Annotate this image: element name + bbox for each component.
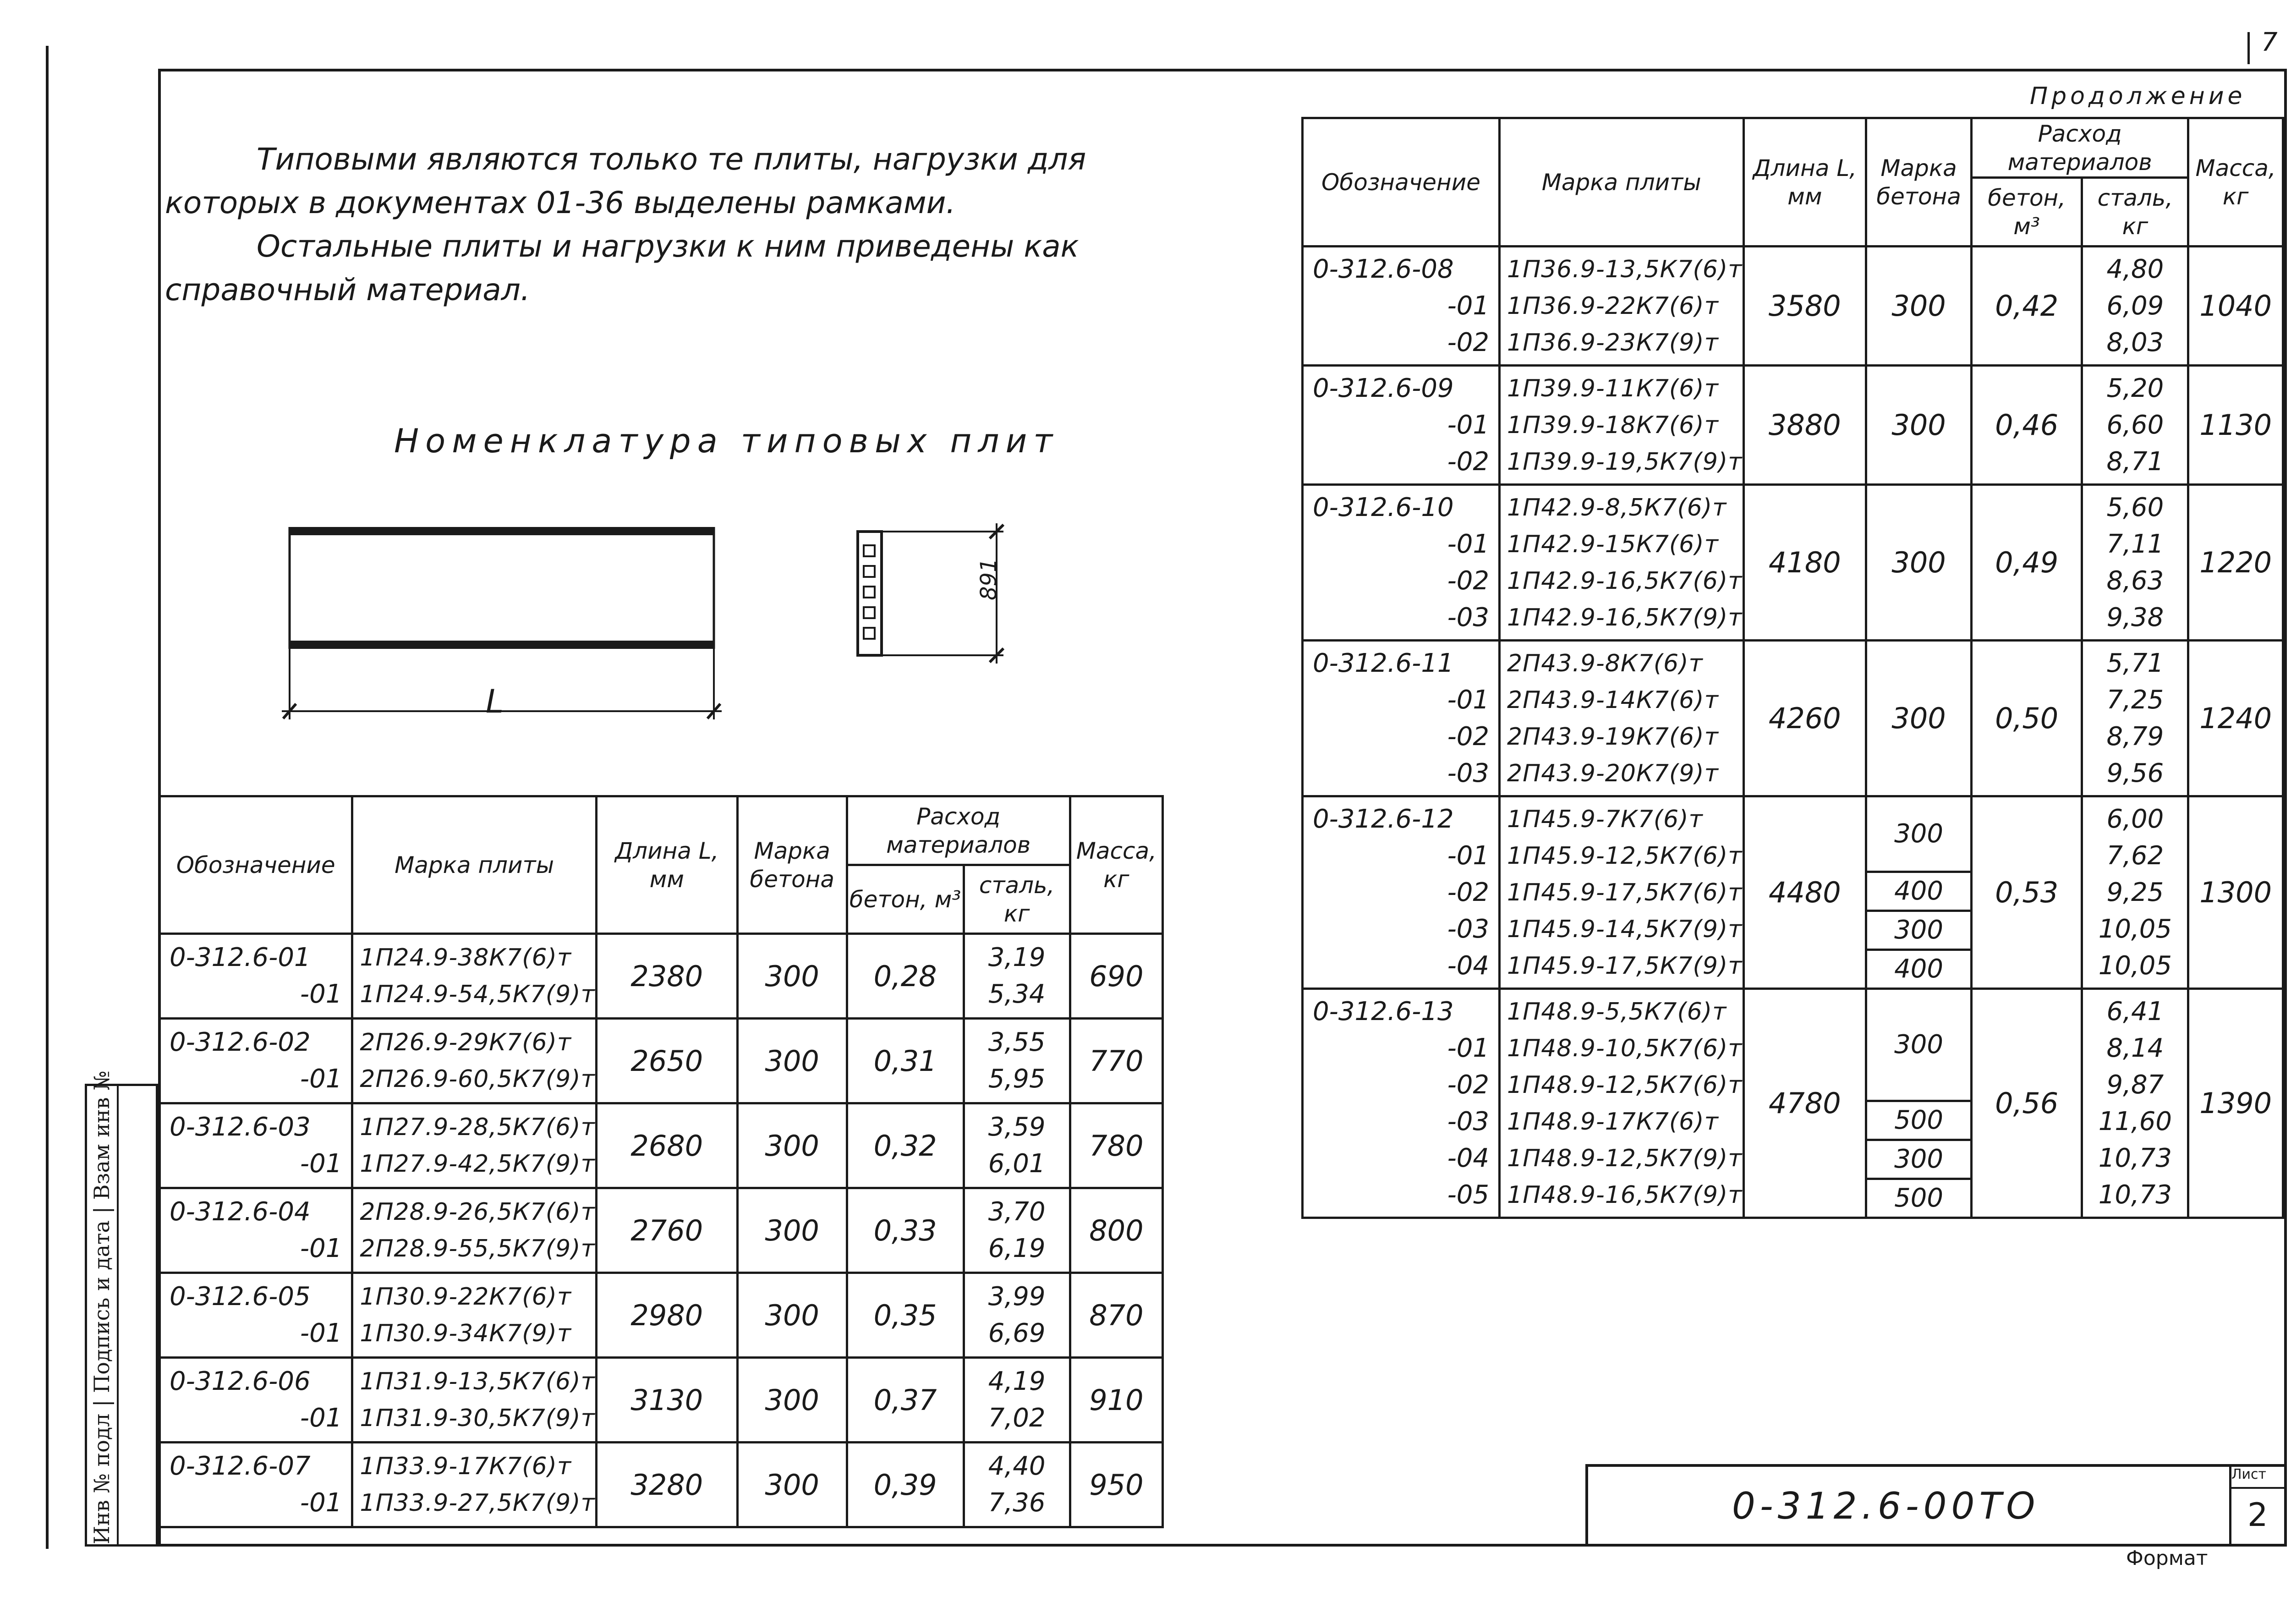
cell-line: 0-312.6-03 [170,1112,311,1142]
concrete-cell: 0,56 [1971,989,2082,1218]
concrete-mark-cell: 300 [737,1103,847,1188]
cell-line: 0-312.6-07 [170,1451,311,1481]
cell-line: 1П24.9-54,5К7(9)т [360,981,595,1008]
cell-line: 1П48.9-12,5К7(9)т [1507,1144,1743,1172]
cell-line: 5,95 [988,1064,1046,1094]
concrete-cell: 0,35 [847,1273,964,1358]
table-row [159,1188,1163,1273]
cell-line: -03 [1447,758,1490,788]
concrete-mark-sub: 300 [1867,910,1970,949]
cell-line: 6,60 [2106,410,2164,440]
cell-line: 9,38 [2106,602,2164,632]
table-row [1303,366,2283,485]
cell-line: 1П45.9-17,5К7(9)т [1507,952,1743,980]
cell-line: 3,55 [988,1027,1046,1057]
cell-line: 1П42.9-15К7(6)т [1507,530,1719,558]
continuation-label: Продолжение [2030,82,2246,110]
table-row [1303,796,2283,989]
note-line-1: Типовыми являются только те плиты, нагрузки для которых в документах 01-36 выделены рамками. [165,142,1086,220]
cell-line: 0-312.6-08 [1313,254,1454,284]
concrete-mark-sub: 400 [1867,949,1970,988]
title-block-hline [2229,1487,2284,1489]
corner-tick [2247,32,2250,64]
cell-line: 1П31.9-30,5К7(9)т [360,1405,595,1432]
header-materials: Расход материалов [847,796,1070,865]
length-cell: 2650 [596,1019,737,1103]
table-row [1303,247,2283,366]
cell-line: 4,80 [2106,254,2164,284]
mass-cell: 690 [1070,934,1162,1019]
cell-line: -01 [1447,685,1490,715]
cell-line: 5,20 [2106,373,2164,403]
table-row [159,1273,1163,1358]
cell-line: 1П48.9-10,5К7(6)т [1507,1034,1743,1062]
cell-line: 1П27.9-42,5К7(9)т [360,1150,595,1178]
header-concrete-mark-r: Марка бетона [1866,118,1972,247]
concrete-mark-cell: 300 [1866,366,1972,485]
table-row [159,1443,1163,1527]
cell-line: 1П48.9-12,5К7(6)т [1507,1071,1743,1099]
header-designation: Обозначение [159,796,352,934]
cell-line: -02 [1447,721,1490,752]
note-line-2: Остальные плиты и нагрузки к ним приведены как справочный материал. [165,229,1079,307]
cell-line: 6,01 [988,1149,1046,1179]
cell-line: 2П26.9-29К7(6)т [360,1029,572,1056]
header-materials-r: Расход материалов [1971,118,2188,178]
slab-top-band [289,527,715,535]
concrete-cell: 0,46 [1971,366,2082,485]
concrete-mark-cell: 300 [737,1019,847,1103]
cell-line: 5,71 [2106,648,2164,678]
table-row [159,934,1163,1019]
cell-line: 0-312.6-05 [170,1282,311,1311]
cell-line: 1П31.9-13,5К7(6)т [360,1368,595,1395]
cell-line: 1П36.9-23К7(9)т [1507,329,1719,357]
cell-line: 1П33.9-27,5К7(9)т [360,1489,595,1517]
cell-line: 8,03 [2106,327,2164,357]
cell-line: 2П43.9-19К7(6)т [1507,723,1719,751]
concrete-mark-cell: 300 [1866,485,1972,641]
spec-table-right [1301,117,2284,1219]
cell-line: -01 [300,1064,342,1094]
cell-line: -02 [1447,446,1490,477]
section-void-2 [864,566,875,577]
mass-cell: 1240 [2188,641,2283,796]
section-void-3 [864,587,875,598]
mass-cell: 800 [1070,1188,1162,1273]
cell-line: 10,73 [2098,1143,2172,1173]
length-cell: 3130 [596,1358,737,1443]
cell-line: 5,60 [2106,492,2164,522]
cell-line: 10,05 [2098,950,2172,981]
cell-line: 3,59 [988,1112,1046,1142]
cell-line: 1П48.9-5,5К7(6)т [1507,998,1727,1026]
header-mass: Масса, кг [1070,796,1162,934]
header-mark-r: Марка плиты [1500,118,1743,247]
cell-line: 9,87 [2106,1070,2164,1100]
nomenclature-title: Номенклатура типовых плит [394,422,1059,460]
format-label: Формат [2126,1547,2208,1570]
cell-line: 1П45.9-14,5К7(9)т [1507,915,1743,943]
mass-cell: 770 [1070,1019,1162,1103]
concrete-mark-cell: 300 [1866,247,1972,366]
mass-cell: 1130 [2188,366,2283,485]
cell-line: 6,19 [988,1234,1046,1263]
cell-line: 7,02 [988,1403,1046,1433]
section-void-1 [864,545,875,556]
cell-line: 0-312.6-02 [170,1027,311,1057]
table-row [1303,989,2283,1218]
cell-line: 9,56 [2106,758,2164,788]
cell-line: 6,69 [988,1318,1046,1348]
corner-mark: 7 [2261,27,2278,57]
table-row [1303,641,2283,796]
cell-line: 6,41 [2106,996,2164,1026]
section-void-5 [864,628,875,639]
concrete-cell: 0,28 [847,934,964,1019]
header-steel: сталь, кг [964,865,1070,934]
height-label: 891 [976,558,1002,600]
table-row [159,1358,1163,1443]
right-edge-line [2284,69,2287,1547]
cell-line: 6,00 [2106,804,2164,834]
cell-line: 6,09 [2106,291,2164,321]
cell-line: 3,99 [988,1282,1046,1311]
cell-line: 0-312.6-06 [170,1366,311,1396]
cell-line: -04 [1447,1143,1490,1173]
header-designation-r: Обозначение [1303,118,1500,247]
concrete-mark-sub: 500 [1867,1100,1970,1139]
cell-line: -02 [1447,877,1490,907]
concrete-cell: 0,32 [847,1103,964,1188]
side-stamp-text: Инв № подл | Подпись и дата | Взам инв № [89,1070,114,1544]
cell-line: -05 [1447,1180,1490,1210]
concrete-mark-sub: 400 [1867,871,1970,910]
header-concrete: бетон, м³ [847,865,964,934]
concrete-cell: 0,53 [1971,796,2082,989]
length-cell: 4260 [1743,641,1866,796]
mass-cell: 1220 [2188,485,2283,641]
header-concrete-mark: Марка бетона [737,796,847,934]
cell-line: 0-312.6-09 [1313,373,1454,403]
concrete-mark-cell: 300 [737,1273,847,1358]
cell-line: 1П36.9-22К7(6)т [1507,292,1719,320]
concrete-cell: 0,31 [847,1019,964,1103]
cell-line: 2П28.9-26,5К7(6)т [360,1198,595,1226]
concrete-mark-cell: 300 [1866,641,1972,796]
concrete-mark-cell [1866,989,1972,1218]
length-cell: 2980 [596,1273,737,1358]
cell-line: 1П45.9-7К7(6)т [1507,805,1703,833]
document-code: 0-312.6-00ТО [1732,1485,2040,1527]
concrete-mark-cell: 300 [737,1443,847,1527]
concrete-cell: 0,39 [847,1443,964,1527]
cell-line: 2П28.9-55,5К7(9)т [360,1235,595,1262]
cell-line: 3,19 [988,943,1046,972]
length-cell: 4480 [1743,796,1866,989]
cell-line: 0-312.6-10 [1313,492,1454,522]
cell-line: 0-312.6-04 [170,1197,311,1227]
mass-cell: 870 [1070,1273,1162,1358]
length-cell: 4780 [1743,989,1866,1218]
table-row [159,1019,1163,1103]
cell-line: 3,70 [988,1197,1046,1227]
cell-line: 2П43.9-20К7(9)т [1507,759,1719,787]
sheet-label: Лист [2231,1466,2267,1482]
cell-line: -01 [1447,840,1490,871]
length-cell: 3880 [1743,366,1866,485]
section-void-4 [864,607,875,618]
cell-line: 8,79 [2106,721,2164,752]
cell-line: 1П42.9-16,5К7(9)т [1507,604,1743,631]
mass-cell: 1040 [2188,247,2283,366]
concrete-mark-cell [1866,796,1972,989]
cell-line: 2П43.9-14К7(6)т [1507,686,1719,714]
cell-line: 1П42.9-16,5К7(6)т [1507,567,1743,595]
cell-line: -01 [1447,410,1490,440]
cell-line: -01 [300,1234,342,1263]
mass-cell: 950 [1070,1443,1162,1527]
cell-line: 7,11 [2106,529,2164,559]
cell-line: 0-312.6-12 [1313,804,1454,834]
note-text [165,137,1210,312]
mass-cell: 910 [1070,1358,1162,1443]
sheet-number: 2 [2247,1496,2268,1534]
cell-line: -01 [300,1318,342,1348]
cell-line: 1П45.9-12,5К7(6)т [1507,842,1743,870]
cell-line: 1П39.9-19,5К7(9)т [1507,448,1743,476]
concrete-mark-cell: 300 [737,1188,847,1273]
length-label: L [486,683,504,720]
length-cell: 3580 [1743,247,1866,366]
header-mass-r: Масса, кг [2188,118,2283,247]
cell-line: 1П39.9-11К7(6)т [1507,374,1719,402]
concrete-cell: 0,50 [1971,641,2082,796]
concrete-mark-sub: 300 [1867,1139,1970,1178]
length-cell: 2380 [596,934,737,1019]
mass-cell: 1300 [2188,796,2283,989]
cell-line: 8,71 [2106,446,2164,477]
cell-line: 2П26.9-60,5К7(9)т [360,1065,595,1093]
cell-line: 1П27.9-28,5К7(6)т [360,1114,595,1141]
table-row [1303,485,2283,641]
concrete-mark-cell: 300 [737,934,847,1019]
length-cell: 4180 [1743,485,1866,641]
length-cell: 2760 [596,1188,737,1273]
length-cell: 3280 [596,1443,737,1527]
cell-line: -01 [300,979,342,1009]
header-steel-r: сталь, кг [2082,178,2188,247]
header-mark: Марка плиты [352,796,596,934]
header-concrete-r: бетон, м³ [1971,178,2082,247]
cell-line: 5,34 [988,979,1046,1009]
cell-line: 1П30.9-22К7(6)т [360,1283,572,1311]
header-length: Длина L, мм [596,796,737,934]
cell-line: 4,40 [988,1451,1046,1481]
cell-line: -02 [1447,1070,1490,1100]
cell-line: 1П48.9-16,5К7(9)т [1507,1181,1743,1209]
slab-drawing [275,513,1054,742]
cell-line: 11,60 [2098,1106,2172,1136]
side-stamp-divider [117,1084,119,1547]
cell-line: 2П43.9-8К7(6)т [1507,649,1703,677]
cell-line: -01 [1447,1033,1490,1063]
cell-line: 7,25 [2106,685,2164,715]
section-outline [858,532,882,655]
concrete-cell: 0,33 [847,1188,964,1273]
cell-line: -01 [300,1149,342,1179]
cell-line: 1П30.9-34К7(9)т [360,1320,572,1347]
cell-line: 7,62 [2106,840,2164,871]
cell-line: -01 [300,1403,342,1433]
cell-line: 10,73 [2098,1180,2172,1210]
cell-line: -02 [1447,327,1490,357]
cell-line: 4,19 [988,1366,1046,1396]
concrete-mark-sub: 300 [1894,819,1943,849]
cell-line: 8,63 [2106,565,2164,596]
cell-line: 0-312.6-01 [170,943,311,972]
table-row [159,1103,1163,1188]
cell-line: 1П48.9-17К7(6)т [1507,1108,1719,1136]
mass-cell: 1390 [2188,989,2283,1218]
concrete-cell: 0,49 [1971,485,2082,641]
concrete-mark-cell: 300 [737,1358,847,1443]
cell-line: 0-312.6-13 [1313,996,1454,1026]
concrete-cell: 0,42 [1971,247,2082,366]
cell-line: 1П39.9-18К7(6)т [1507,411,1719,439]
left-margin-line [46,46,49,1549]
cell-line: -03 [1447,914,1490,944]
cell-line: 10,05 [2098,914,2172,944]
length-cell: 2680 [596,1103,737,1188]
cell-line: 1П24.9-38К7(6)т [360,944,572,971]
mass-cell: 780 [1070,1103,1162,1188]
cell-line: 1П36.9-13,5К7(6)т [1507,255,1743,283]
cell-line: -03 [1447,1106,1490,1136]
cell-line: 1П42.9-8,5К7(6)т [1507,494,1727,521]
cell-line: 9,25 [2106,877,2164,907]
slab-bottom-band [289,641,715,649]
concrete-cell: 0,37 [847,1358,964,1443]
concrete-mark-sub: 500 [1867,1178,1970,1217]
cell-line: -04 [1447,950,1490,981]
concrete-mark-sub: 300 [1894,1030,1943,1059]
cell-line: -01 [300,1488,342,1518]
cell-line: -01 [1447,291,1490,321]
cell-line: 1П45.9-17,5К7(6)т [1507,878,1743,906]
cell-line: 1П33.9-17К7(6)т [360,1453,572,1480]
cell-line: -01 [1447,529,1490,559]
header-length-r: Длина L, мм [1743,118,1866,247]
cell-line: -02 [1447,565,1490,596]
spec-table-left [158,795,1164,1528]
cell-line: 8,14 [2106,1033,2164,1063]
cell-line: 7,36 [988,1488,1046,1518]
cell-line: 0-312.6-11 [1313,648,1454,678]
cell-line: -03 [1447,602,1490,632]
